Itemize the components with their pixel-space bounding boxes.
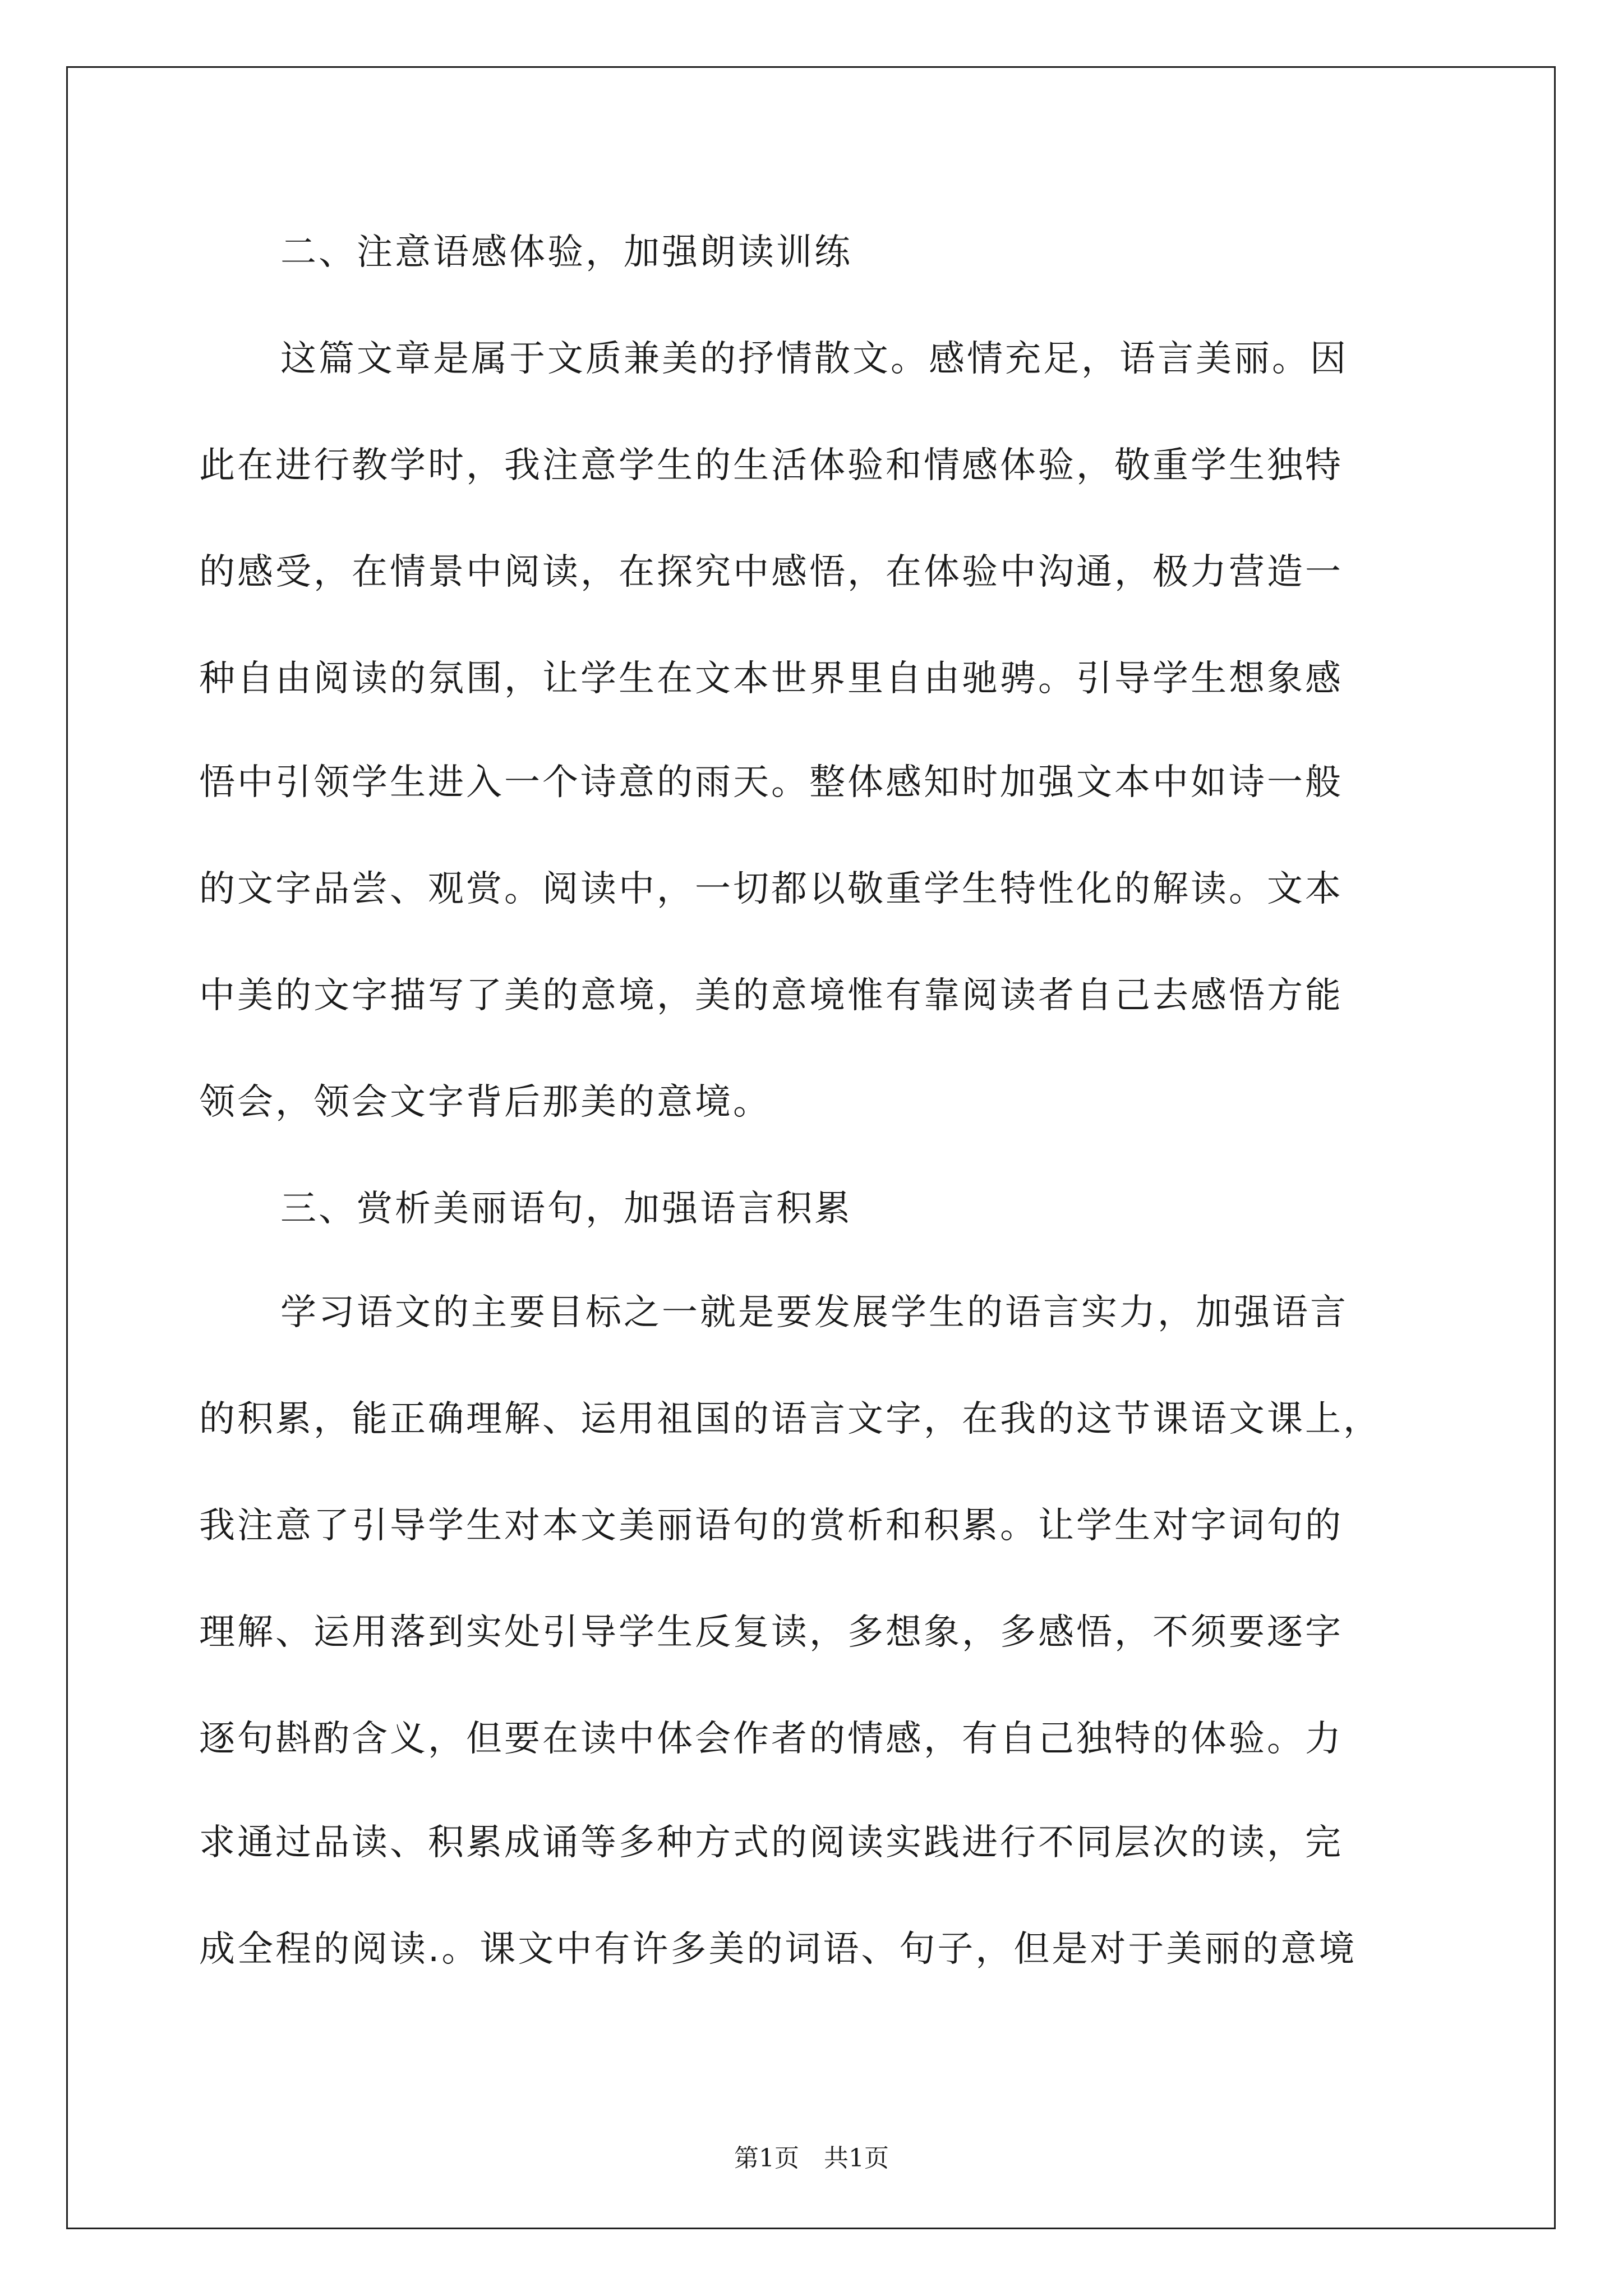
paragraph-line: 的文字品尝、观赏。阅读中，一切都以敬重学生特性化的解读。文本 (199, 868, 1343, 910)
paragraph-line: 理解、运用落到实处引导学生反复读，多想象，多感悟，不须要逐字 (199, 1612, 1343, 1653)
section-heading: 三、赏析美丽语句，加强语言积累 (280, 1188, 852, 1230)
section-heading: 二、注意语感体验，加强朗读训练 (280, 232, 852, 273)
paragraph-line: 的感受，在情景中阅读，在探究中感悟，在体验中沟通，极力营造一 (199, 551, 1343, 593)
paragraph-line: 成全程的阅读.。课文中有许多美的词语、句子，但是对于美丽的意境 (199, 1929, 1357, 1970)
page-number: 第1页 (734, 2144, 799, 2173)
paragraph-line: 领会，领会文字背后那美的意境。 (199, 1082, 771, 1123)
page-border (66, 66, 1556, 2229)
paragraph-line: 的积累，能正确理解、运用祖国的语言文字，在我的这节课语文课上， (199, 1398, 1381, 1440)
page-total: 共1页 (824, 2144, 889, 2173)
paragraph-line: 逐句斟酌含义，但要在读中体会作者的情感，有自己独特的体验。力 (199, 1718, 1343, 1760)
paragraph-line: 悟中引领学生进入一个诗意的雨天。整体感知时加强文本中如诗一般 (199, 762, 1343, 803)
page-footer (0, 2143, 1623, 2174)
paragraph-line: 求通过品读、积累成诵等多种方式的阅读实践进行不同层次的读，完 (199, 1822, 1343, 1864)
paragraph-line: 这篇文章是属于文质兼美的抒情散文。感情充足，语言美丽。因 (280, 338, 1348, 380)
paragraph-line: 此在进行教学时，我注意学生的生活体验和情感体验，敬重学生独特 (199, 445, 1343, 486)
paragraph-line: 我注意了引导学生对本文美丽语句的赏析和积累。让学生对字词句的 (199, 1505, 1343, 1547)
paragraph-line: 学习语文的主要目标之一就是要发展学生的语言实力，加强语言 (280, 1292, 1348, 1333)
paragraph-line: 种自由阅读的氛围，让学生在文本世界里自由驰骋。引导学生想象感 (199, 658, 1343, 700)
paragraph-line: 中美的文字描写了美的意境，美的意境惟有靠阅读者自己去感悟方能 (199, 975, 1343, 1016)
